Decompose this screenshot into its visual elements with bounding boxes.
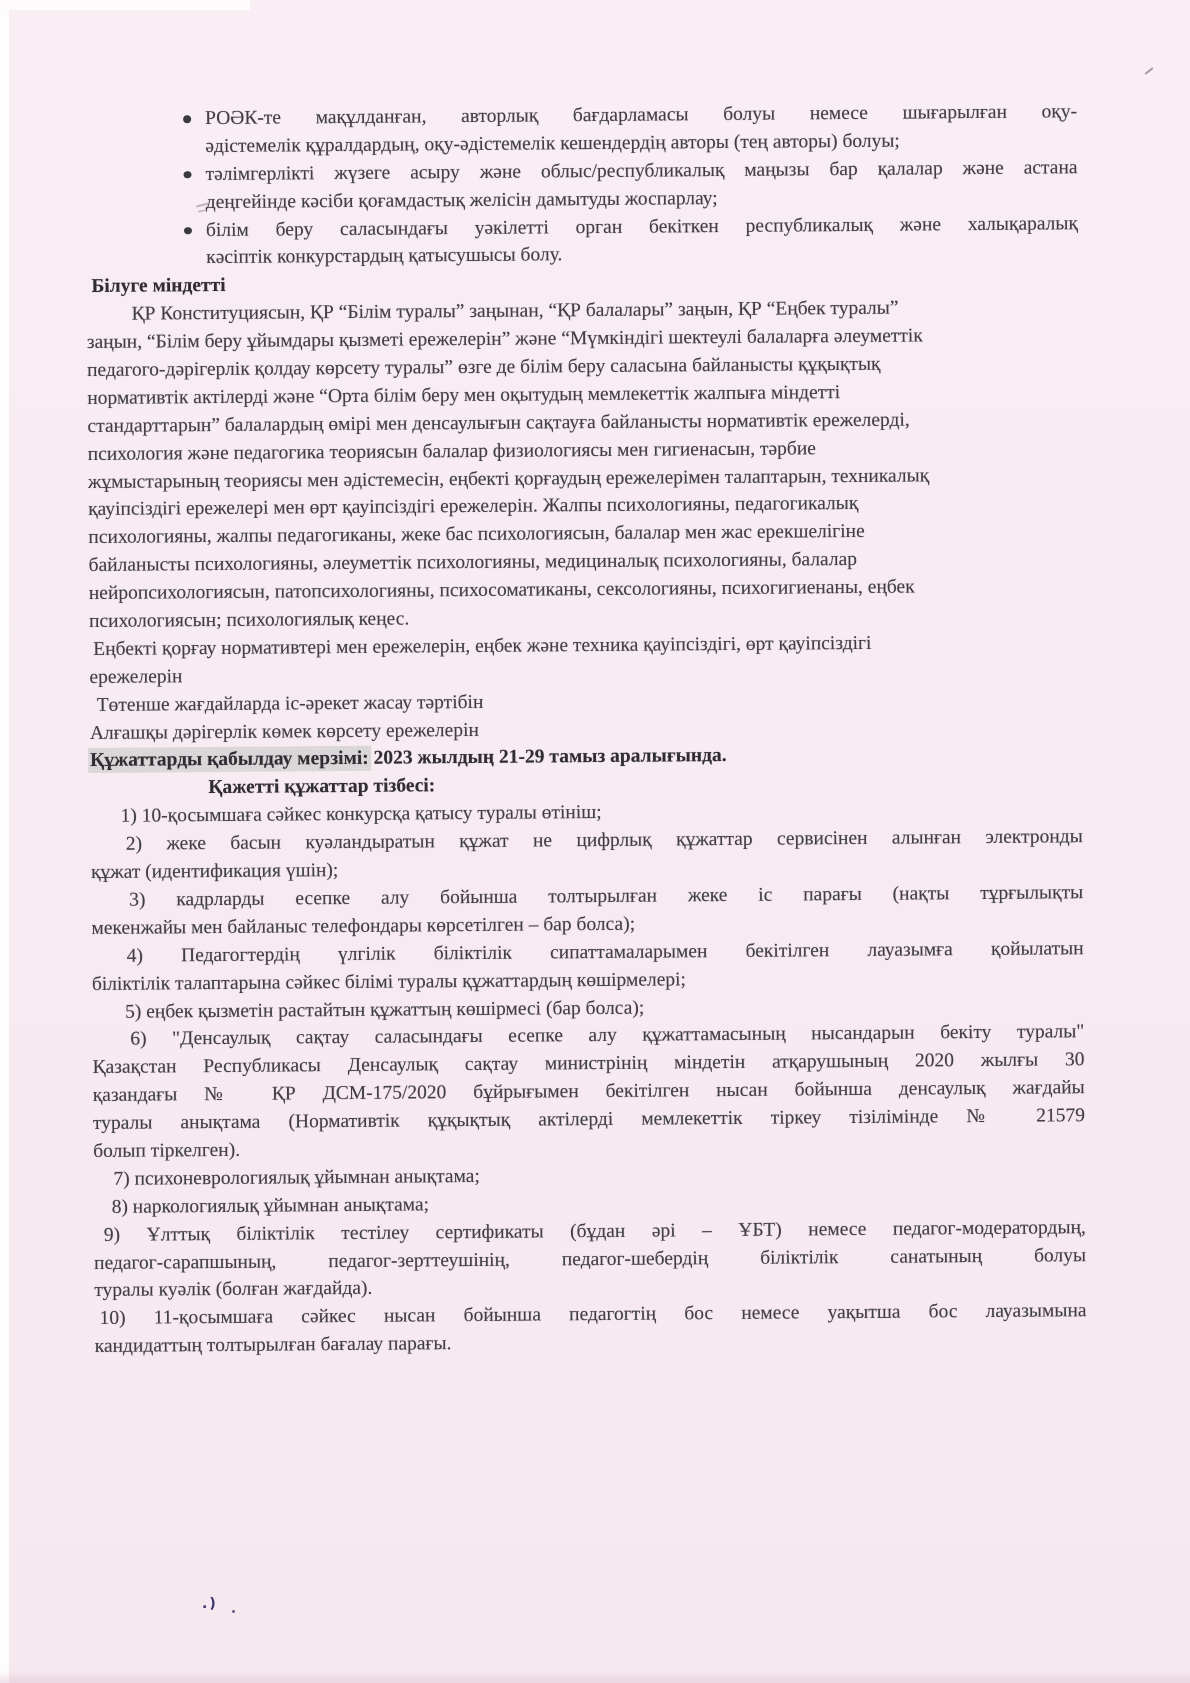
line-text: туралы анықтама (Нормативтік құқықтық актілерді мемлекеттік тіркеу тізілімінде № 21579 [92,1105,1086,1135]
line-text: Қажетті құжаттар тізбесі: [208,775,436,799]
line-text: ережелерін [89,666,183,688]
line-text: Қазақстан Республикасы Денсаулық сақтау министрінің міндетін атқарушының 2020 жылғы 30 [92,1049,1085,1079]
line-text: заңын, “Білім беру ұйымдары қызметі ережелерін” және “Мүмкіндігі шектеулі балаларға әлеуметтік [86,325,923,354]
line-text: құжат (идентификация үшін); [90,860,339,884]
line-text: кәсіптік конкурстардың қатысушысы болу. [206,244,563,269]
line-text: ҚР Конституциясын, ҚР “Білім туралы” заңынан, “ҚР балалары” заңын, ҚР “Еңбек туралы” [131,297,899,325]
line-text: педагог-сарапшының, педагог-зерттеушінің, педагог-шебердің біліктілік санатының болуы [94,1244,1087,1274]
line-text: әдістемелік құралдардың, оқу-әдістемелік кешендердің авторы (тең авторы) болуы; [205,130,900,157]
bullet-icon [184,227,192,235]
line-text: 3) кадрларды есепке алу бойынша толтырылған жеке іс парағы (нақты тұрғылықты [129,882,1084,911]
bullet-icon [183,115,191,123]
scan-edge-left [0,0,9,1683]
line-text: деңгейінде кәсіби қоғамдастық желісін дамытуды жоспарлау; [205,187,718,213]
line-text: 2023 жылдың 21-29 тамыз аралығында. [368,745,727,770]
scan-edge-bottom [0,1671,1190,1683]
line-text: туралы куәлік (болған жағдайда). [94,1278,373,1302]
bullet-icon [184,171,192,179]
line-text: білім беру саласындағы уәкілетті орган бекіткен республикалық және халықаралық [205,212,1079,241]
line-text: 10) 11-қосымшаға сәйкес нысан бойынша педагогтің бос немесе уақытша бос лауазымына [99,1300,1087,1330]
line-text: психологияны, жалпы педагогиканы, жеке бас психологиясын, балалар мен жас ерекшелігіне [88,521,865,549]
line-text: біліктілік талаптарына сәйкес білімі туралы құжаттардың көшірмелері; [91,968,687,995]
line-text: 6) "Денсаулық сақтау саласындағы есепке алу құжаттамасының нысандарын бекіту туралы" [130,1021,1085,1051]
line-text: нормативтік актілерді және “Орта білім беру мен оқытудың мемлекеттік жалпыға міндетті [87,381,841,409]
ink-mark: .) [202,1596,218,1612]
line-text: болып тіркелген). [93,1139,241,1162]
line-text: қазандағы № ҚР ДСМ-175/2020 бұйрығымен бекітілген нысан бойынша денсаулық жағдайы [92,1077,1085,1107]
line-text: жұмыстарының теориясы мен әдістемесін, еңбекті қорғаудың ережелерімен талаптарын, техникалық [87,464,930,493]
line-text: тәлімгерлікті жүзеге асыру және облыс/республикалық маңызы бар қалалар және астана [205,156,1078,185]
line-text: 7) психоневрологиялық ұйымнан анықтама; [113,1165,480,1190]
line-text: Төтенше жағдайларда іс-әрекет жасау тәртібін [96,691,484,716]
line-text: 5) еңбек қызметін растайтын құжаттың көшірмесі (бар болса); [125,997,645,1023]
line-text: Алғашқы дәрігерлік көмек көрсету ережелерін [89,719,479,744]
line-text: 9) Ұлттық біліктілік тестілеу сертификаты (бұдан әрі – ҰБТ) немесе педагог-модератордың, [103,1216,1086,1246]
line-text: кандидаттың толтырылған бағалау парағы. [94,1333,452,1358]
line-text: педагого-дәрігерлік қолдау көрсету туралы” өзге де білім беру саласына байланысты құқықтық [86,353,881,382]
line-text: 2) жеке басын куәландыратын құжат не цифрлық құжаттар сервисінен алынған электронды [125,826,1083,855]
line-text: 1) 10-қосымшаға сәйкес конкурсқа қатысу туралы өтініш; [120,802,602,828]
line-text: байланысты психологияны, әлеуметтік психологияны, медициналық психологияны, балалар [88,549,858,577]
line-text: 8) наркологиялық ұйымнан анықтама; [111,1194,430,1218]
line-text: психология және педагогика теориясын балалар физиологиясы мен гигиенасын, тәрбие [87,437,816,465]
line-text: психологиясын; психологиялық кеңес. [88,608,410,633]
highlighted-text: Құжаттарды қабылдау мерзімі: [90,748,369,772]
line-text: қауіпсіздігі ережелері мен өрт қауіпсіздігі ережелерін. Жалпы психологияны, педагогикалық [88,493,859,521]
ink-dot-mark [232,1610,235,1613]
line-text: Еңбекті қорғау нормативтері мен ережелерін, еңбек және техника қауіпсіздігі, өрт қауіпсіздігі [93,632,872,660]
line-text: 4) Педагогтердің үлгілік біліктілік сипаттамаларымен бекітілген лауазымға қойылатын [126,937,1084,967]
line-text: мекенжайы мен байланыс телефондары көрсетілген – бар болса); [91,913,636,939]
scan-edge-top [0,0,250,10]
line-text: РОӘК-те мақұлданған, авторлық бағдарламасы болуы немесе шығарылған оқу- [205,101,1078,130]
line-text: стандарттарын” балалардың өмірі мен денсаулығын сақтауға байланысты нормативтік ережелерді, [87,409,910,437]
line-text: нейропсихологиясын, патопсихологияны, психосоматиканы, сексологияны, психогигиенаны, еңбек [88,576,915,605]
corner-tick-mark [1144,67,1153,75]
document-text [85,98,1087,1361]
line-text: Білуге міндетті [91,275,226,298]
